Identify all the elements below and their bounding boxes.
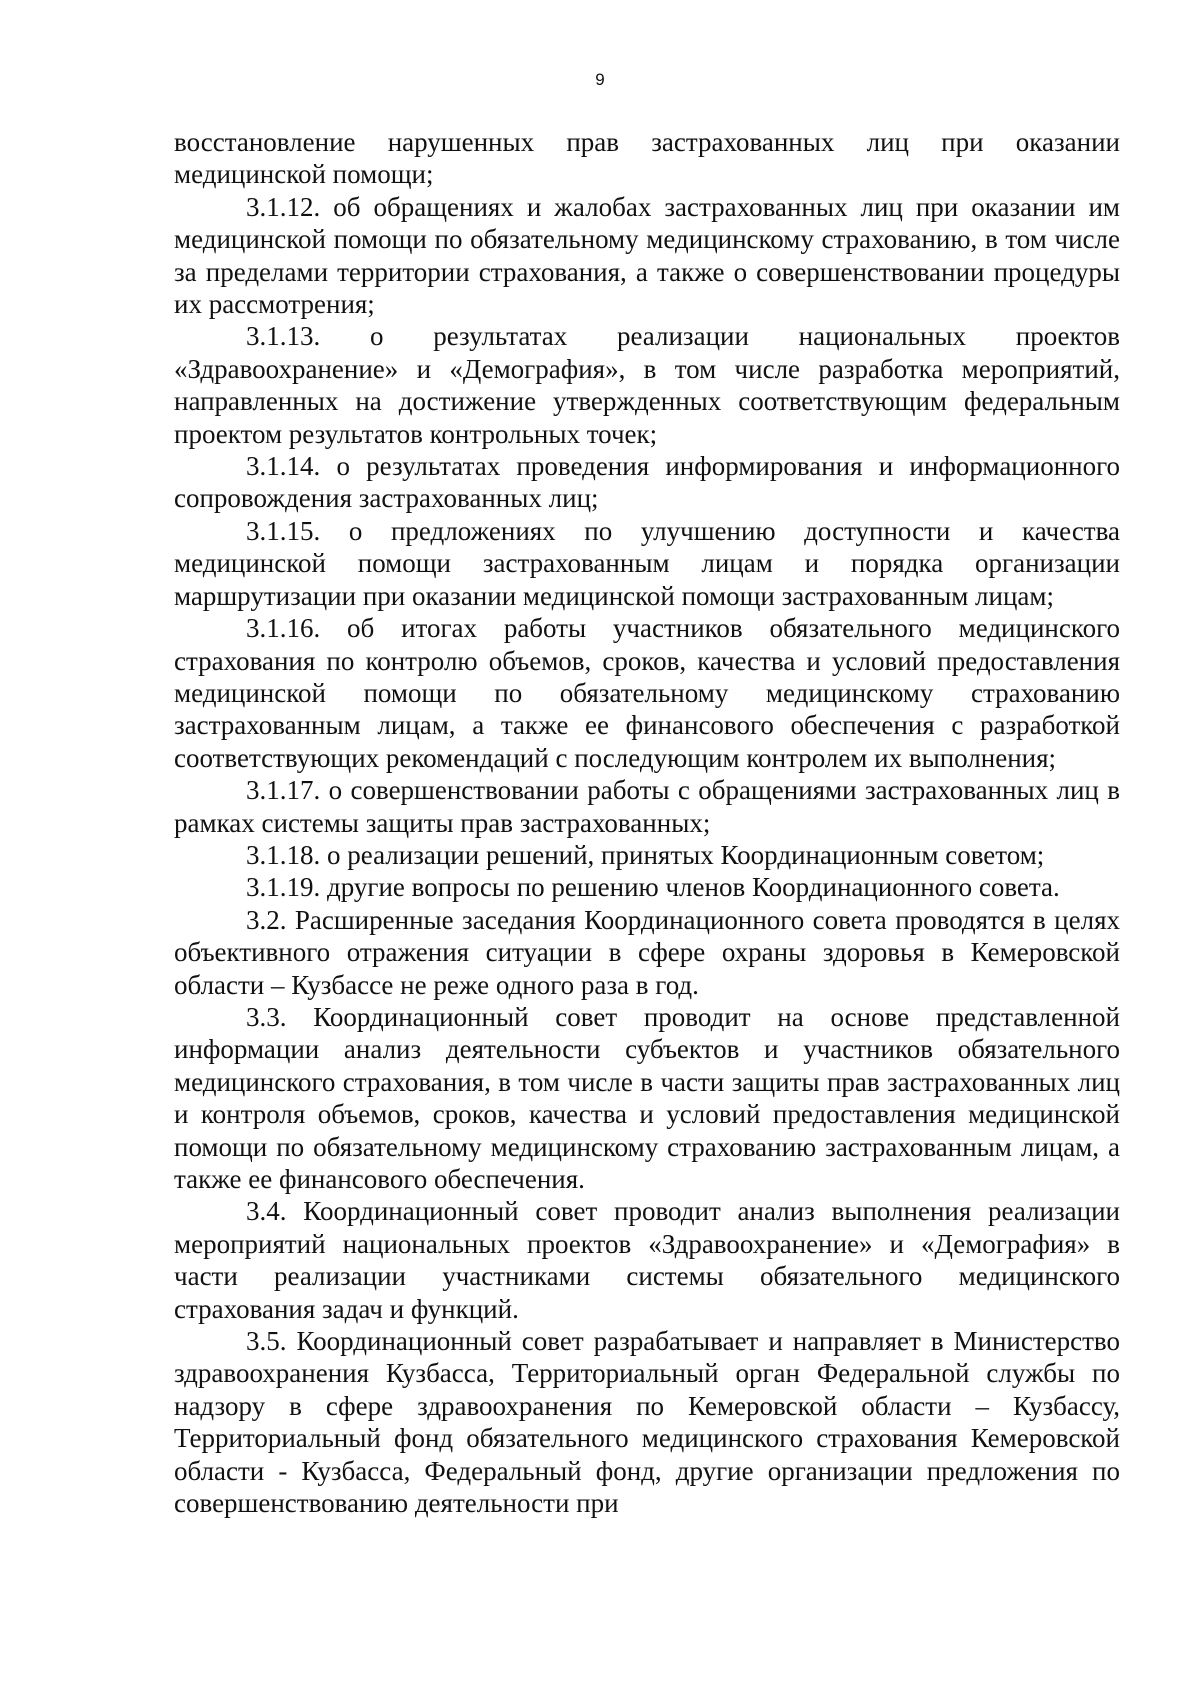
- paragraph-3-1-16: 3.1.16. об итогах работы участников обязательного медицинского страхования по контролю объемов, сроков, качества и условий предоставления медицинской помощи по обязательному медицинскому страхованию застрахованным лицам, а также ее финансового обеспечения с разработкой соответствующих рекомендаций с последующим контролем их выполнения;: [174, 613, 1120, 773]
- paragraph-3-1-12: 3.1.12. об обращениях и жалобах застрахованных лиц при оказании им медицинской помощи по обязательному медицинскому страхованию, в том числе за пределами территории страхования, а также о совершенствовании процедуры их рассмотрения;: [174, 191, 1120, 320]
- page-number: 9: [595, 70, 605, 89]
- paragraph-3-1-13: 3.1.13. о результатах реализации национальных проектов «Здравоохранение» и «Демография», в том числе разработка мероприятий, направленных на достижение утвержденных соответствующим федеральным проектом результатов контрольных точек;: [174, 321, 1120, 449]
- paragraph-continuation: восстановление нарушенных прав застрахованных лиц при оказании медицинской помощи;: [174, 127, 1120, 190]
- paragraph-3-1-14: 3.1.14. о результатах проведения информирования и информационного сопровождения застрахованных лиц;: [174, 451, 1120, 514]
- document-body: [174, 126, 1120, 1519]
- paragraph-3-4: 3.4. Координационный совет проводит анализ выполнения реализации мероприятий национальных проектов «Здравоохранение» и «Демография» в части реализации участниками системы обязательного медицинского страхования задач и функций.: [174, 1196, 1120, 1324]
- paragraph-3-1-18: 3.1.18. о реализации решений, принятых Координационным советом;: [246, 839, 1045, 870]
- paragraph-3-5: 3.5. Координационный совет разрабатывает и направляет в Министерство здравоохранения Кузбасса, Территориальный орган Федеральной службы по надзору в сфере здравоохранения по Кемеровской области – Кузбассу, Территориальный фонд обязательного медицинского страхования Кемеровской области - Кузбасса, Федеральный фонд, другие организации предложения по совершенствованию деятельности при: [174, 1326, 1120, 1519]
- paragraph-3-1-17: 3.1.17. о совершенствовании работы с обращениями застрахованных лиц в рамках системы защиты прав застрахованных;: [174, 775, 1120, 838]
- paragraph-3-1-19: 3.1.19. другие вопросы по решению членов Координационного совета.: [246, 872, 1060, 903]
- paragraph-3-3: 3.3. Координационный совет проводит на основе представленной информации анализ деятельности субъектов и участников обязательного медицинского страхования, в том числе в части защиты прав застрахованных лиц и контроля объемов, сроков, качества и условий предоставления медицинской помощи по обязательному медицинскому страхованию застрахованным лицам, а также ее финансового обеспечения.: [174, 1001, 1120, 1194]
- paragraph-3-1-15: 3.1.15. о предложениях по улучшению доступности и качества медицинской помощи застрахованным лицам и порядка организации маршрутизации при оказании медицинской помощи застрахованным лицам;: [174, 515, 1120, 611]
- paragraph-3-2: 3.2. Расширенные заседания Координационного совета проводятся в целях объективного отражения ситуации в сфере охраны здоровья в Кемеровской области – Кузбассе не реже одного раза в год.: [174, 904, 1120, 1000]
